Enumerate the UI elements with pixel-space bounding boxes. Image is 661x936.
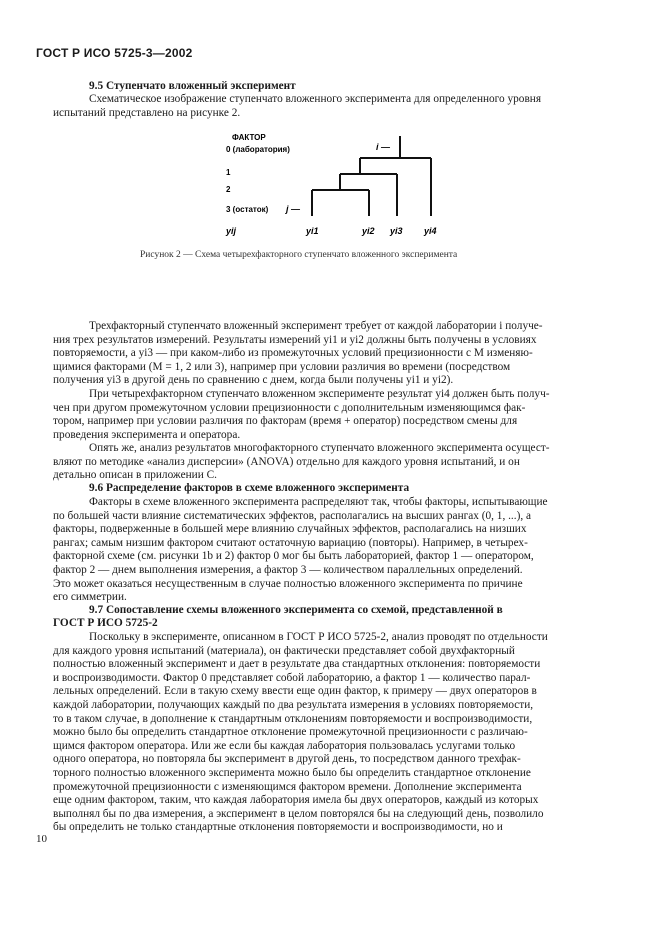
paragraph-line: Факторы в схеме вложенного эксперимента распределяют так, чтобы факторы, испытывающие xyxy=(89,496,548,508)
figure-caption: Рисунок 2 — Схема четырехфакторного ступенчато вложенного эксперимента xyxy=(140,250,458,260)
paragraph-line: по большей части влияние систематических эффектов, располагались на высших рангах (0, 1, ...), а xyxy=(53,509,531,522)
paragraph-line: факторной схеме (см. рисунки 1b и 2) фактор 0 мог бы быть лабораторией, фактор 1 — оператором, xyxy=(53,550,534,563)
paragraph-line: Опять же, анализ результатов многофакторного ступенчато вложенного эксперимента осущест- xyxy=(89,442,550,454)
paragraph-2 xyxy=(53,388,598,442)
paragraph-line: каждой лаборатории, получающих каждый по два результата измерения в условиях повторяемости, xyxy=(53,698,534,711)
paragraph-line: фактор 2 — днем выполнения измерения, а фактор 3 — количеством параллельных определений. xyxy=(53,563,523,576)
paragraph-line: полностью вложенный эксперимент и дает в результате два стандартных отклонения: повторяемости xyxy=(53,658,541,671)
paragraph-line: одного оператора, но повторяла бы эксперимент в другой день, то посредством данного трехфак- xyxy=(53,753,521,766)
section-heading-9-7-cont: ГОСТ Р ИСО 5725-2 xyxy=(53,617,158,629)
section-heading-9-5: 9.5 Ступенчато вложенный эксперимент xyxy=(89,80,296,92)
paragraph-line: его симметрии. xyxy=(53,591,127,604)
document-header: ГОСТ Р ИСО 5725-3—2002 xyxy=(36,46,193,60)
factor-label: ФАКТОР xyxy=(232,133,266,142)
paragraph-line: проведения эксперимента и оператора. xyxy=(53,428,241,441)
paragraph-line: Трехфакторный ступенчато вложенный эксперимент требует от каждой лаборатории i получе- xyxy=(89,320,543,332)
page-number: 10 xyxy=(36,833,47,845)
nested-design-figure xyxy=(220,128,450,240)
paragraph-line: торного полностью вложенного эксперимента можно было бы определить стандартное отклонение xyxy=(53,766,531,779)
level-3-label: 3 (остаток) xyxy=(226,205,269,214)
paragraph-line: выполнял бы по два измерения, а эксперимент в целом повторялся бы на следующий день, позволило xyxy=(53,807,544,820)
paragraph-line: для каждого уровня испытаний (материала), он фактически представляет собой двухфакторный xyxy=(53,644,515,657)
paragraph-line: Это может оказаться несущественным в случае полностью вложенного эксперимента по причине xyxy=(53,577,523,590)
section-heading-9-6: 9.6 Распределение факторов в схеме вложенного эксперимента xyxy=(89,482,410,494)
intro-line: Схематическое изображение ступенчато вложенного эксперимента для определенного уровня xyxy=(89,93,542,105)
intro-line: испытаний представлено на рисунке 2. xyxy=(53,106,241,119)
paragraph-line: тором, например при условии различия по факторам (время + оператор) посредством смены для xyxy=(53,415,518,428)
paragraph-line: Поскольку в эксперименте, описанном в ГОСТ Р ИСО 5725-2, анализ проводят по отдельности xyxy=(89,631,548,643)
level-2-label: 2 xyxy=(226,185,231,194)
paragraph-line: промежуточной прецизионности с изменяющимся фактором времени. Дополнение эксперимента xyxy=(53,780,522,793)
paragraph-1 xyxy=(53,320,598,388)
y3-label: yi3 xyxy=(390,226,403,236)
paragraph-line: можно было бы определить стандартное отклонение промежуточной прецизионности с различаю- xyxy=(53,726,528,739)
level-1-label: 1 xyxy=(226,168,231,177)
paragraph-line: щимися факторами (M = 1, 2 или 3), например при условии различия во времени (посредством xyxy=(53,360,511,373)
paragraph-line: щимся фактором оператора. Или же если бы каждая лаборатория пользовалась услугами только xyxy=(53,739,516,752)
section-9-7-body xyxy=(53,631,598,835)
paragraph-line: бы определить не только стандартные отклонения повторяемости и воспроизводимости, но и xyxy=(53,821,503,834)
i-marker: i — xyxy=(376,142,391,152)
paragraph-line: ния трех результатов измерений. Результаты измерений yi1 и yi2 должны быть получены в условиях xyxy=(53,333,537,346)
paragraph-line: получения yi3 в другой день по сравнению с днем, когда были получены yi1 и yi2). xyxy=(53,374,454,387)
paragraph-line: детально описан в приложении С. xyxy=(53,469,217,482)
level-0-label: 0 (лаборатория) xyxy=(226,145,290,154)
paragraph-line: повторяемости, а yi3 — при каком-либо из промежуточных условий прецизионности с M изменяю- xyxy=(53,347,533,360)
paragraph-line: рангах; самым низшим фактором считают остаточную вариацию (повторы). Например, в четырех- xyxy=(53,536,528,549)
y1-label: yi1 xyxy=(306,226,319,236)
j-marker: j — xyxy=(286,204,301,214)
paragraph-line: чен при другом промежуточном условии прецизионности с дополнительным изменяющимся фак- xyxy=(53,401,526,414)
tree-lines xyxy=(312,136,431,216)
section-9-5-intro xyxy=(53,93,598,120)
yij-label: yij xyxy=(226,226,237,236)
paragraph-3 xyxy=(53,442,598,483)
paragraph-line: При четырехфакторном ступенчато вложенном эксперименте результат yi4 должен быть получ- xyxy=(89,388,550,400)
y2-label: yi2 xyxy=(362,226,375,236)
paragraph-line: факторы, подверженные в большей мере влиянию случайных эффектов, располагались на низших xyxy=(53,523,527,536)
paragraph-line: лельных определений. Если в такую схему ввести еще один фактор, к примеру — двух операторов в xyxy=(53,685,537,698)
section-heading-9-7: 9.7 Сопоставление схемы вложенного эксперимента со схемой, представленной в xyxy=(89,604,503,616)
paragraph-line: и воспроизводимости. Фактор 0 представляет собой лабораторию, а фактор 1 — количество парал- xyxy=(53,671,531,684)
section-9-6-body xyxy=(53,496,598,605)
tree-diagram xyxy=(220,128,450,240)
paragraph-line: еще одним фактором, таким, что каждая лаборатория имела бы двух операторов, каждый из которых xyxy=(53,794,539,807)
paragraph-line: вляют по методике «анализ дисперсии» (ANOVA) отдельно для каждого уровня испытаний, и он xyxy=(53,455,520,468)
paragraph-line: то в таком случае, в дополнение к стандартным отклонениям повторяемости и воспроизводимости, xyxy=(53,712,533,725)
y4-label: yi4 xyxy=(424,226,437,236)
